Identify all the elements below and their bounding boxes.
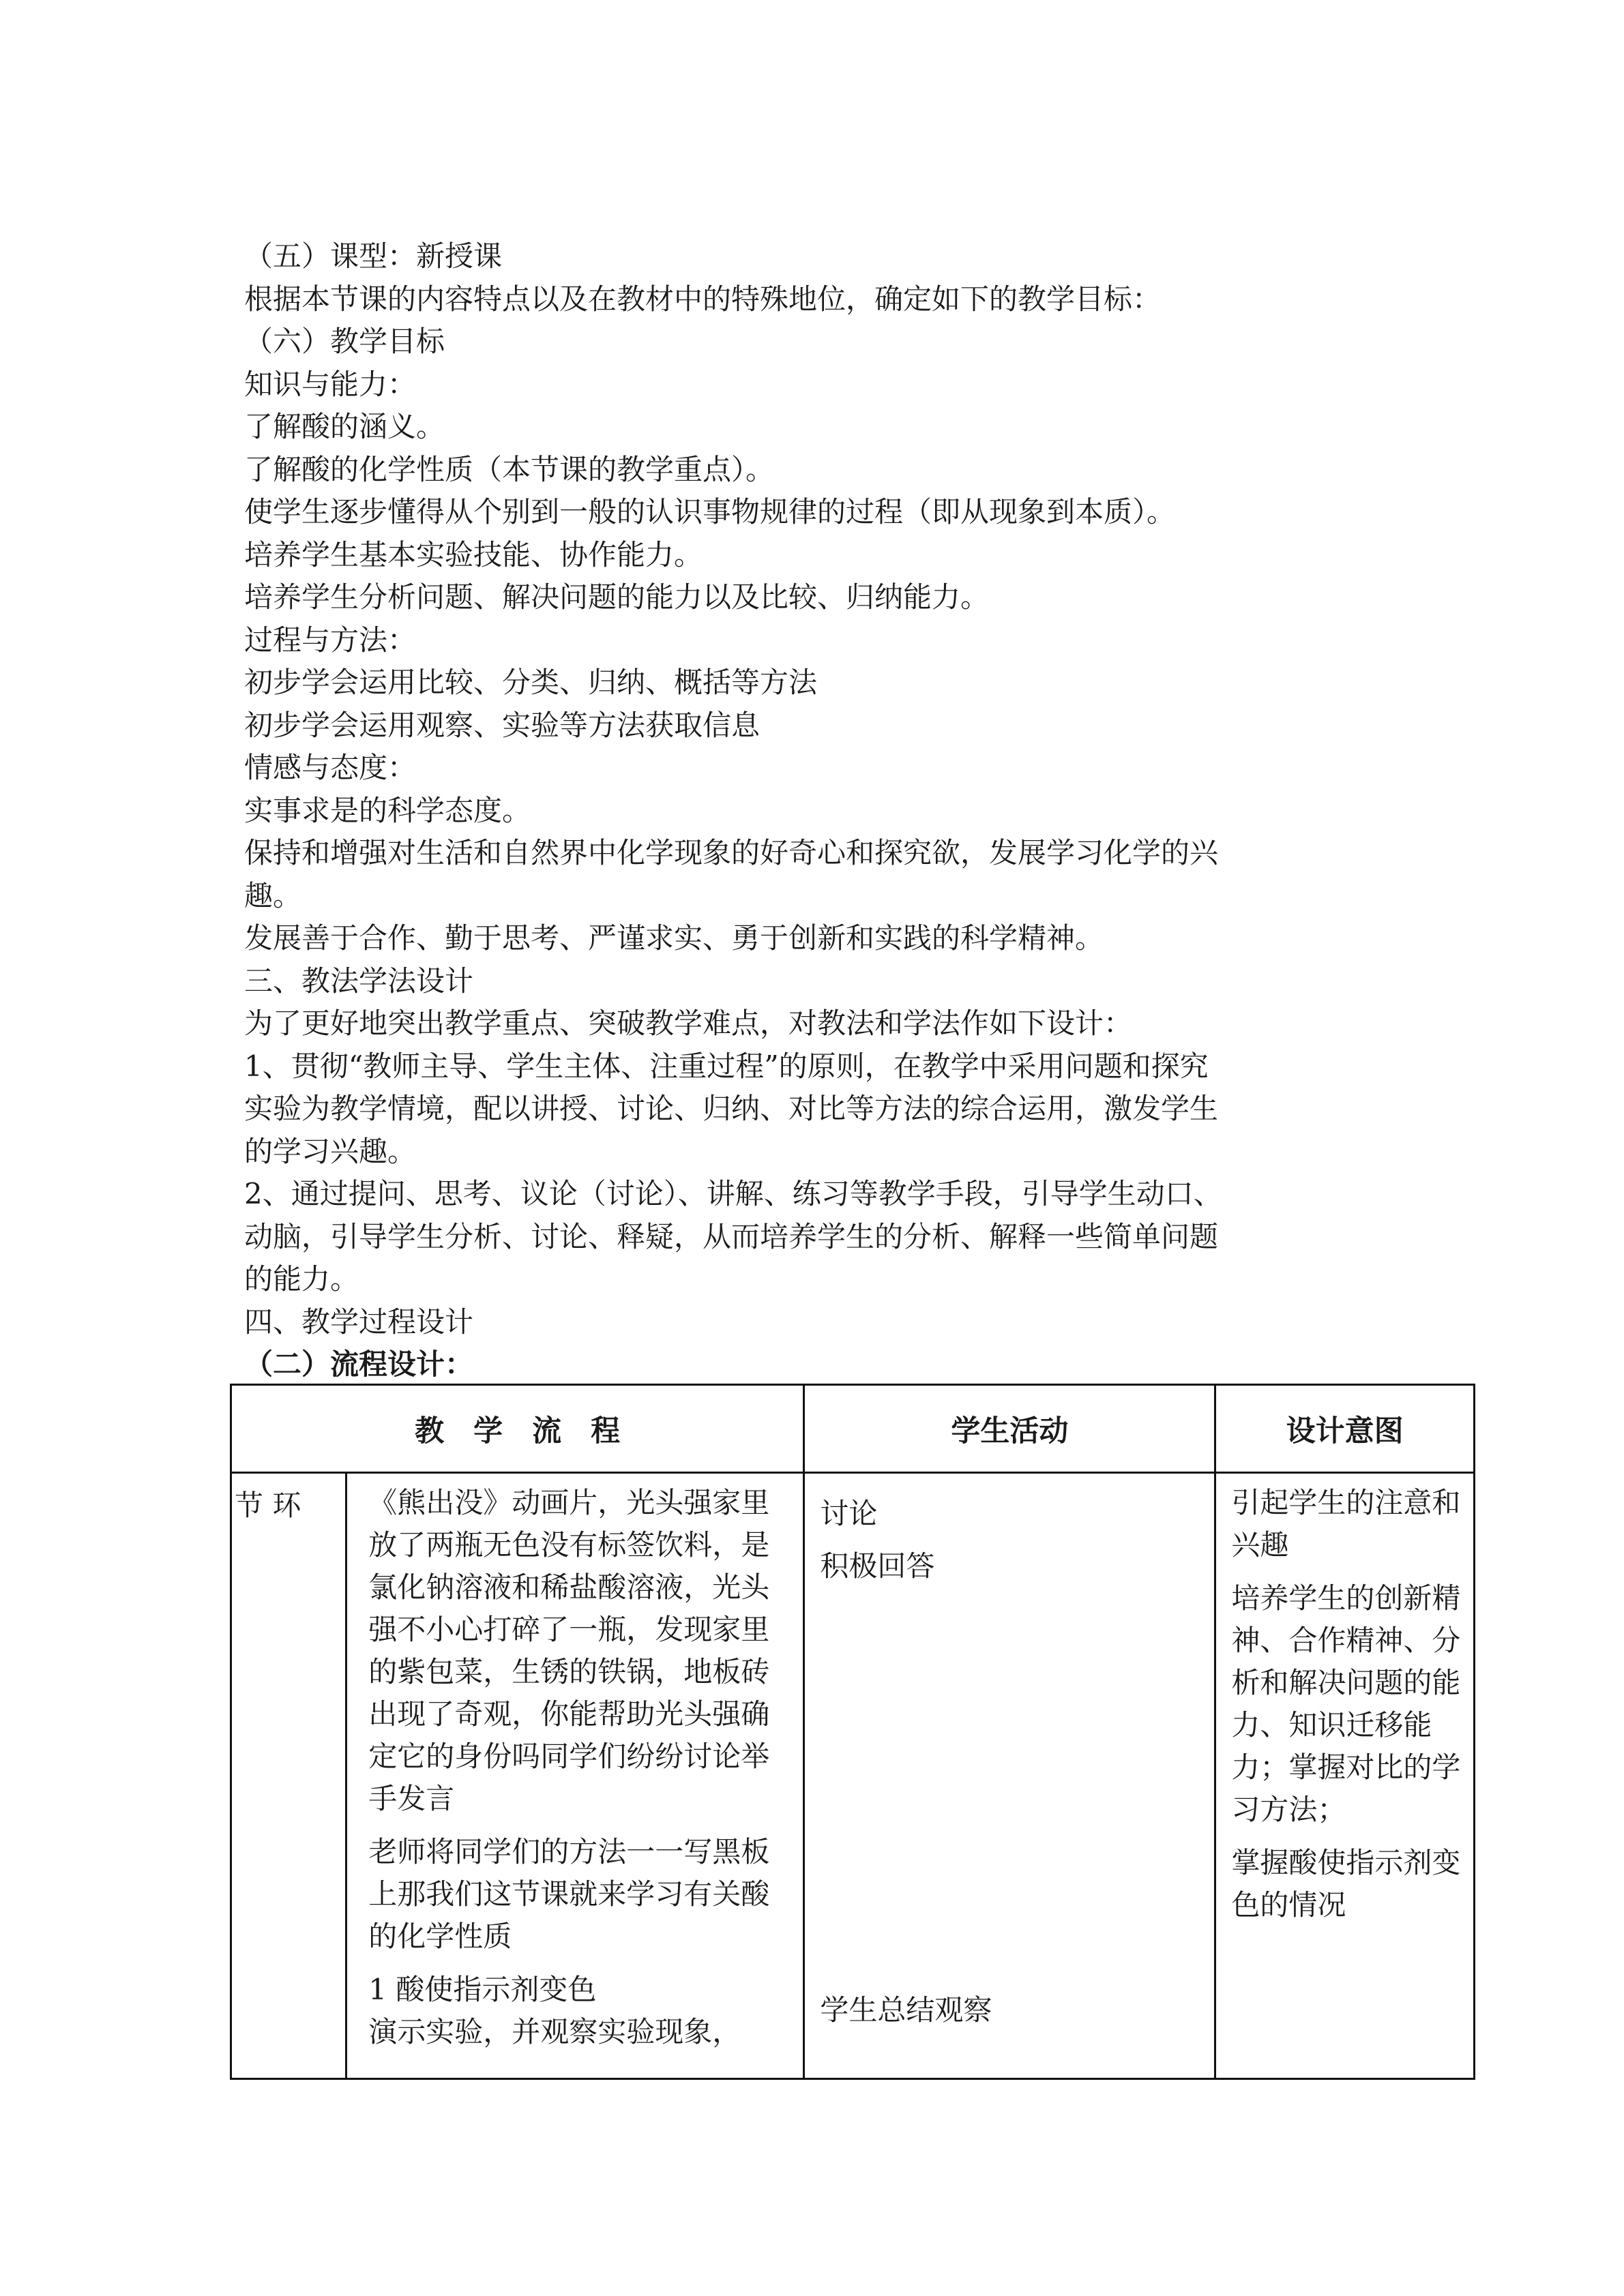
text-line: 培养学生基本实验技能、协作能力。 bbox=[244, 537, 703, 571]
section-heading: （二）流程设计： bbox=[244, 1347, 474, 1381]
table-header-row bbox=[231, 1385, 1475, 1473]
student-activity: 讨论 bbox=[820, 1497, 878, 1530]
text-line: （五）课型：新授课 bbox=[244, 239, 503, 273]
design-intent-cell bbox=[1215, 1473, 1475, 2079]
design-intent: 培养学生的创新精神、合作精神、分析和解决问题的能力、知识迁移能力；掌握对比的学习方法； bbox=[1231, 1581, 1461, 1826]
body-text bbox=[244, 235, 1404, 1386]
student-activity: 积极回答 bbox=[820, 1549, 935, 1583]
flow-paragraph: 1 酸使指示剂变色 演示实验，并观察实验现象， bbox=[368, 1973, 741, 2048]
text-line: 知识与能力： bbox=[244, 367, 417, 401]
text-line: 初步学会运用比较、分类、归纳、概括等方法 bbox=[244, 666, 818, 699]
table-row bbox=[231, 1473, 1475, 2079]
text-line: 发展善于合作、勤于思考、严谨求实、勇于创新和实践的科学精神。 bbox=[244, 921, 1104, 955]
design-intent: 掌握酸使指示剂变色的情况 bbox=[1231, 1846, 1461, 1922]
text-line: 四、教学过程设计 bbox=[244, 1304, 474, 1339]
text-line: 的学习兴趣。 bbox=[244, 1134, 417, 1168]
text-line: 趣。 bbox=[244, 878, 302, 912]
text-line: 动脑，引导学生分析、讨论、释疑，从而培养学生的分析、解释一些简单问题 bbox=[244, 1219, 1219, 1253]
text-line: 保持和增强对生活和自然界中化学现象的好奇心和探究欲，发展学习化学的兴 bbox=[244, 836, 1219, 869]
header-teaching-flow: 教 学 流 程 bbox=[231, 1385, 804, 1473]
text-line: 实事求是的科学态度。 bbox=[244, 793, 531, 827]
text-line: 过程与方法： bbox=[244, 623, 417, 657]
text-line: 初步学会运用观察、实验等方法获取信息 bbox=[244, 708, 761, 742]
text-line: 2、通过提问、思考、议论（讨论）、讲解、练习等教学手段，引导学生动口、 bbox=[244, 1177, 1222, 1210]
text-line: 使学生逐步懂得从个别到一般的认识事物规律的过程（即从现象到本质）。 bbox=[244, 495, 1176, 528]
text-line: 实验为教学情境，配以讲授、讨论、归纳、对比等方法的综合运用，激发学生 bbox=[244, 1092, 1219, 1125]
flow-paragraph: 《熊出没》动画片，光头强家里放了两瓶无色没有标签饮料，是氯化钠溶液和稀盐酸溶液，光头强不小心打碎了一瓶，发现家里的紫包菜，生锈的铁锅，地板砖出现了奇观，你能帮助光头强确定它的身份吗同学们纷纷讨论举手发言 bbox=[368, 1486, 770, 1815]
text-line: 了解酸的涵义。 bbox=[244, 410, 445, 443]
stage-cell bbox=[231, 1473, 346, 2079]
text-line: （六）教学目标 bbox=[244, 325, 445, 358]
flow-paragraph: 老师将同学们的方法一一写黑板上那我们这节课就来学习有关酸的化学性质 bbox=[368, 1835, 770, 1953]
text-line: 的能力。 bbox=[244, 1262, 359, 1296]
student-activity-cell bbox=[804, 1473, 1215, 2079]
text-line: 根据本节课的内容特点以及在教材中的特殊地位，确定如下的教学目标： bbox=[244, 282, 1162, 316]
header-design-intent: 设计意图 bbox=[1215, 1385, 1475, 1473]
stage-label: 节 环 bbox=[235, 1489, 301, 1522]
header-student-activity: 学生活动 bbox=[804, 1385, 1215, 1473]
flow-cell bbox=[346, 1473, 804, 2079]
flow-design-table bbox=[230, 1384, 1475, 2080]
text-line: 1、贯彻“教师主导、学生主体、注重过程”的原则，在教学中采用问题和探究 bbox=[244, 1049, 1209, 1083]
design-intent: 引起学生的注意和兴趣 bbox=[1231, 1486, 1461, 1562]
student-activity: 学生总结观察 bbox=[820, 1993, 992, 2027]
text-line: 情感与态度： bbox=[244, 751, 417, 784]
text-line: 了解酸的化学性质（本节课的教学重点）。 bbox=[244, 452, 775, 486]
text-line: 为了更好地突出教学重点、突破教学难点，对教法和学法作如下设计： bbox=[244, 1007, 1133, 1040]
text-line: 三、教法学法设计 bbox=[244, 964, 474, 998]
text-line: 培养学生分析问题、解决问题的能力以及比较、归纳能力。 bbox=[244, 580, 990, 614]
